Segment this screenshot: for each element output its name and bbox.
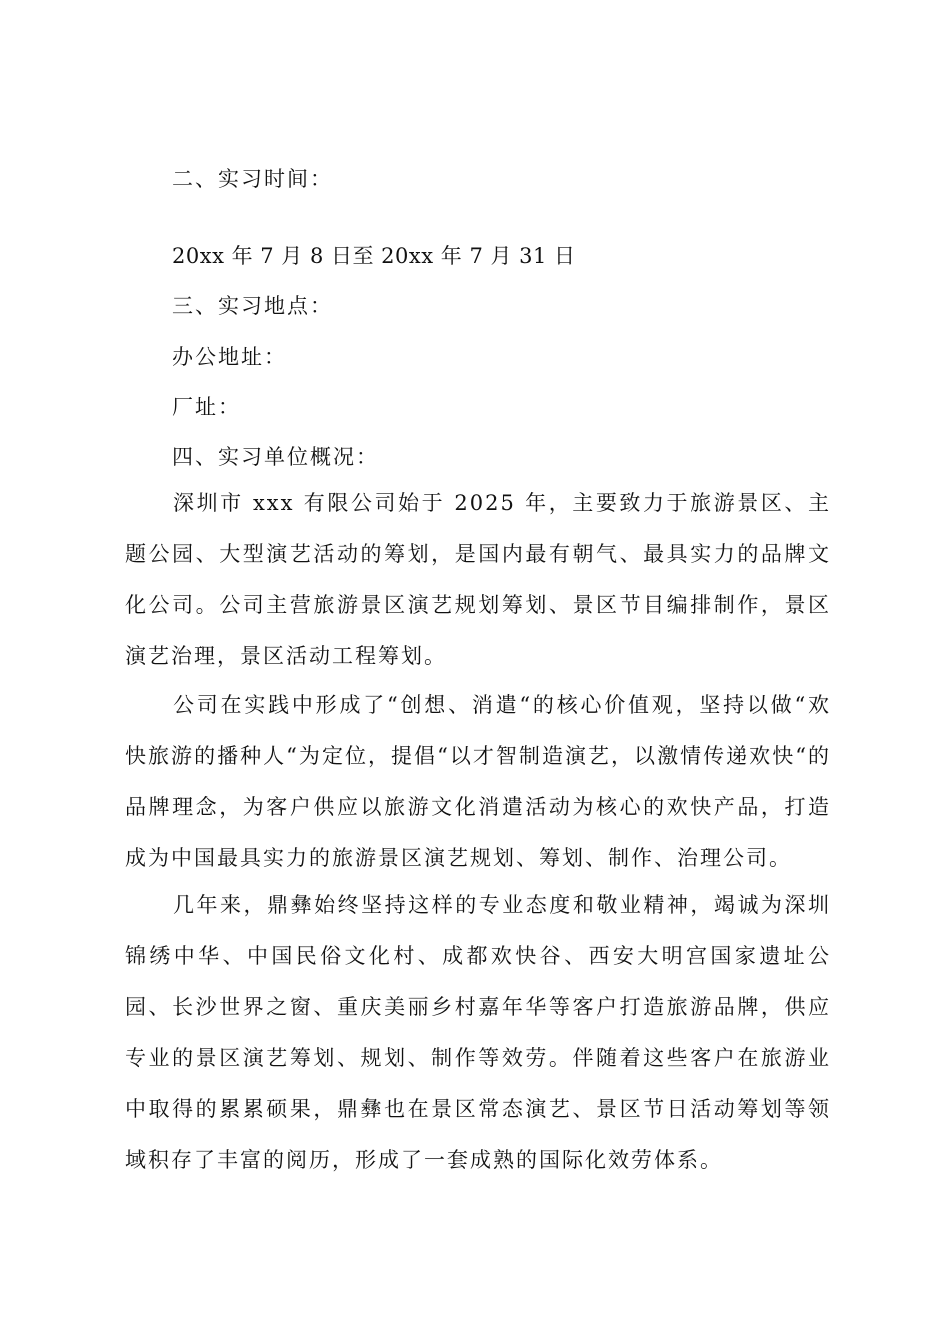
- section-heading-internship-place: 三、实习地点：: [172, 294, 333, 318]
- internship-date-range: 20xx 年 7 月 8 日至 20xx 年 7 月 31 日: [172, 244, 576, 268]
- paragraph-achievements: 几年来，鼎彝始终坚持这样的专业态度和敬业精神，竭诚为深圳锦绣中华、中国民俗文化村、成都欢快谷、西安大明宫国家遗址公园、长沙世界之窗、重庆美丽乡村嘉年华等客户打造旅游品牌，供应专业的景区演艺筹划、规划、制作等效劳。伴随着这些客户在旅游业中取得的累累硕果，鼎彝也在景区常态演艺、景区节日活动筹划等领域积存了丰富的阅历，形成了一套成熟的国际化效劳体系。: [125, 893, 831, 1172]
- section-heading-internship-time: 二、实习时间：: [172, 167, 333, 191]
- section-heading-unit-overview: 四、实习单位概况：: [172, 445, 379, 469]
- paragraph-company-intro: 深圳市 xxx 有限公司始于 2025 年，主要致力于旅游景区、主题公园、大型演艺活动的筹划，是国内最有朝气、最具实力的品牌文化公司。公司主营旅游景区演艺规划筹划、景区节目编排制作，景区演艺治理，景区活动工程筹划。: [125, 491, 831, 668]
- factory-address-label: 厂址：: [172, 395, 241, 419]
- paragraph-core-values: 公司在实践中形成了“创想、消遣“的核心价值观，坚持以做“欢快旅游的播种人“为定位，提倡“以才智制造演艺，以激情传递欢快“的品牌理念，为客户供应以旅游文化消遣活动为核心的欢快产品，打造成为中国最具实力的旅游景区演艺规划、筹划、制作、治理公司。: [125, 693, 831, 870]
- office-address-label: 办公地址：: [172, 345, 287, 369]
